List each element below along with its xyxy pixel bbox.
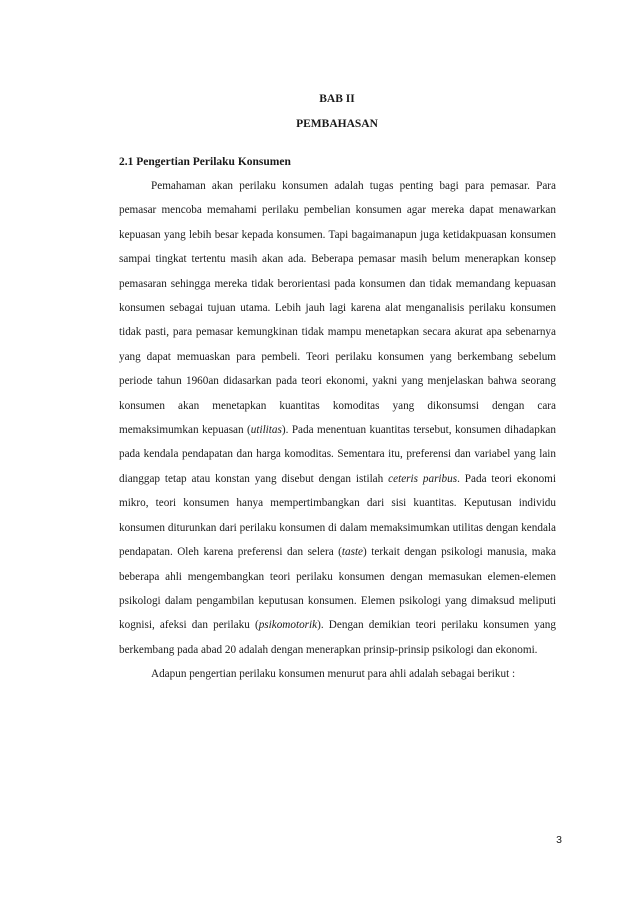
chapter-title: PEMBAHASAN [296,118,378,130]
term-ceteris-paribus: ceteris paribus [388,472,458,485]
term-taste: taste [341,546,364,559]
page-number: 3 [556,834,562,846]
term-utilitas: utilitas [250,424,282,437]
term-psikomotorik: psikomotorik [258,619,318,632]
paragraph-consumer-behavior [119,174,556,662]
paragraph1-part1: Pemahaman akan perilaku konsumen adalah tugas penting bagi para pemasar. Para pemasar mencoba memahami perilaku pembelian konsumen agar mereka dapat menawarkan kepuasan yang lebih besar kepada konsumen. Tapi bagaimanapun juga ketidakpuasan konsumen sampai tingkat tertentu masih akan ada. Beberapa pemasar masih belum menerapkan konsep pemasaran sehingga mereka tidak berorientasi pada konsumen dan tidak memandang kepuasan konsumen sebagai tujuan utama. Lebih jauh lagi karena alat menganalisis perilaku konsumen tidak pasti, para pemasar kemungkinan tidak mampu menetapkan secara akurat apa sebenarnya yang dapat memuaskan para pembeli. Teori perilaku konsumen yang berkembang sebelum periode tahun 1960an didasarkan pada teori ekonomi, yakni yang menjelaskan bahwa seorang konsumen akan menetapkan kuantitas komoditas yang dikonsumsi dengan cara memaksimumkan kepuasan ( [119,180,556,437]
section-heading: 2.1 Pengertian Perilaku Konsumen [119,156,291,168]
paragraph-definitions-intro: Adapun pengertian perilaku konsumen menurut para ahli adalah sebagai berikut : [151,668,516,681]
body-text [119,174,556,687]
paragraph1-part4: ) terkait dengan psikologi manusia, maka beberapa ahli mengembangkan teori perilaku konsumen dengan memasukan elemen-elemen psikologi dalam pengambilan keputusan konsumen. Elemen psikologi yang dimaksud meliputi kognisi, afeksi dan perilaku ( [119,546,557,632]
chapter-number: BAB II [319,93,355,105]
paragraph1-part2: ). Pada menentuan kuantitas tersebut, konsumen dihadapkan pada kendala pendapatan dan harga komoditas. Sementara itu, preferensi dan variabel yang lain dianggap tetap atau konstan yang disebut dengan istilah [119,424,556,485]
paragraph1-part3: . Pada teori ekonomi mikro, teori konsumen hanya mempertimbangkan dari sisi kuantitas. Keputusan individu konsumen diturunkan dari perilaku konsumen di dalam memaksimumkan utilitas dengan kendala pendapatan. Oleh karena preferensi dan selera ( [119,472,556,559]
paragraph1-part5: ). Dengan demikian teori perilaku konsumen yang berkembang pada abad 20 adalah dengan menerapkan prinsip-prinsip psikologi dan ekonomi. [119,619,556,656]
